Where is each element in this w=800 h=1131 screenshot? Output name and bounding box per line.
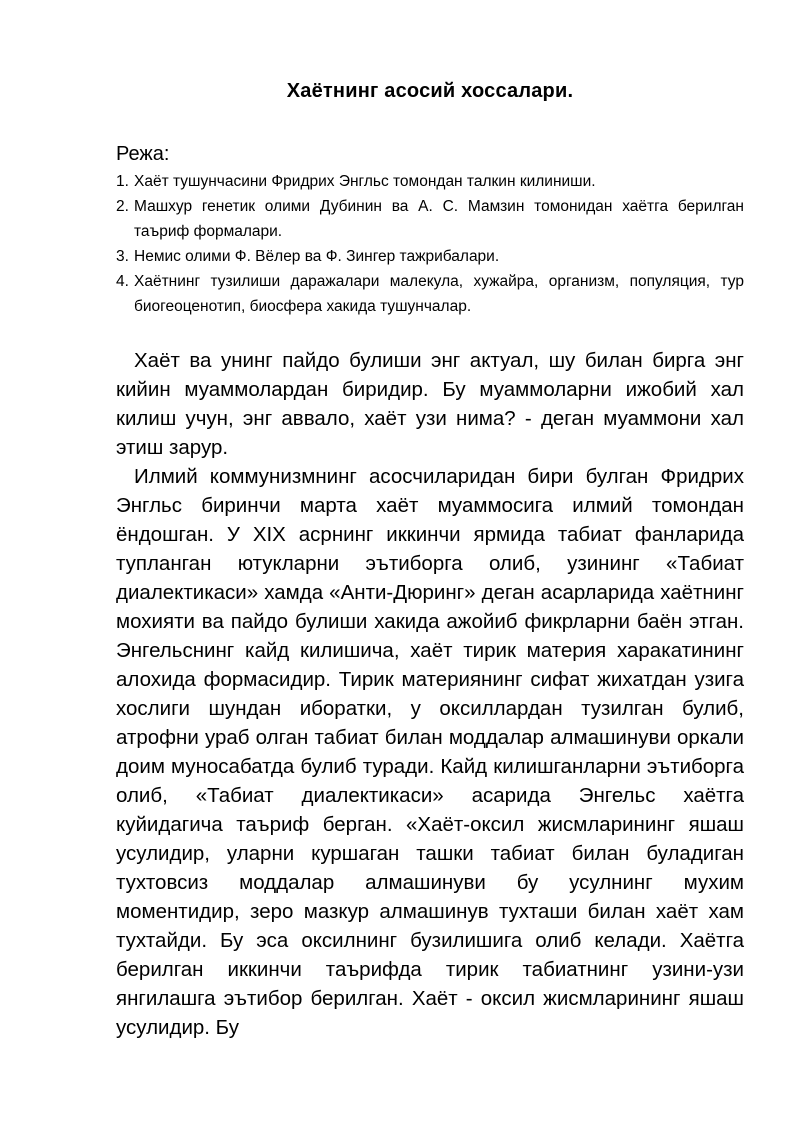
plan-item <box>116 169 744 194</box>
plan-item-text: Хаётнинг тузилиши даражалари малекула, хужайра, организм, популяция, тур биогеоценотип, биосфера хакида тушунчалар. <box>134 273 744 315</box>
plan-item <box>116 194 744 244</box>
document-title: Хаётнинг асосий хоссалари. <box>286 80 574 102</box>
plan-item-number: 1. <box>116 173 129 190</box>
plan-item-number: 3. <box>116 248 129 265</box>
body-paragraph: Илмий коммунизмнинг асосчиларидан бири булган Фридрих Энгльс биринчи марта хаёт муаммосига илмий томондан ёндошган. У XIX асрнинг иккинчи ярмида табиат фанларида тупланган ютукларни эътиборга олиб, узининг «Табиат диалектикаси» хамда «Анти-Дюринг» деган асарларида хаётнинг мохияти ва пайдо булиши хакида ажойиб фикрларни баён этган. Энгельснинг кайд килишича, хаёт тирик материя харакатининг алохида формасидир. Тирик материянинг сифат жихатдан узига хослиги шундан иборатки, у оксиллардан тузилган булиб, атрофни ураб олган табиат билан моддалар алмашинуви оркали доим муносабатда булиб туради. Кайд килишганларни эътиборга олиб, «Табиат диалектикаси» асарида Энгельс хаётга куйидагича таъриф берган. «Хаёт-оксил жисмларининг яшаш усулидир, уларни куршаган ташки табиат билан буладиган тухтовсиз моддалар алмашинуви бу усулнинг мухим моментидир, зеро мазкур алмашинув тухташи билан хаёт хам тухтайди. Бу эса оксилнинг бузилишига олиб келади. Хаётга берилган иккинчи таърифда тирик табиатнинг узини-узи янгилашга эътибор берилган. Хаёт - оксил жисмларининг яшаш усулидир. Бу <box>116 465 744 1039</box>
plan-item-text: Немис олими Ф. Вёлер ва Ф. Зингер тажрибалари. <box>134 248 500 265</box>
plan-item-number: 4. <box>116 273 129 290</box>
plan-heading: Режа: <box>116 143 170 165</box>
plan-item-text: Хаёт тушунчасини Фридрих Энгльс томондан талкин килиниши. <box>134 173 596 190</box>
plan-item-text: Машхур генетик олими Дубинин ва А. С. Мамзин томонидан хаётга берилган таъриф формалари. <box>134 198 744 240</box>
plan-item <box>116 269 744 319</box>
plan-list <box>116 169 744 319</box>
plan-item <box>116 244 744 269</box>
body-text <box>116 346 744 1042</box>
plan-item-number: 2. <box>116 198 129 215</box>
body-paragraph: Хаёт ва унинг пайдо булиши энг актуал, шу билан бирга энг кийин муаммолардан биридир. Бу муаммоларни ижобий хал килиш учун, энг аввало, хаёт узи нима? - деган муаммони хал этиш зарур. <box>116 349 744 459</box>
